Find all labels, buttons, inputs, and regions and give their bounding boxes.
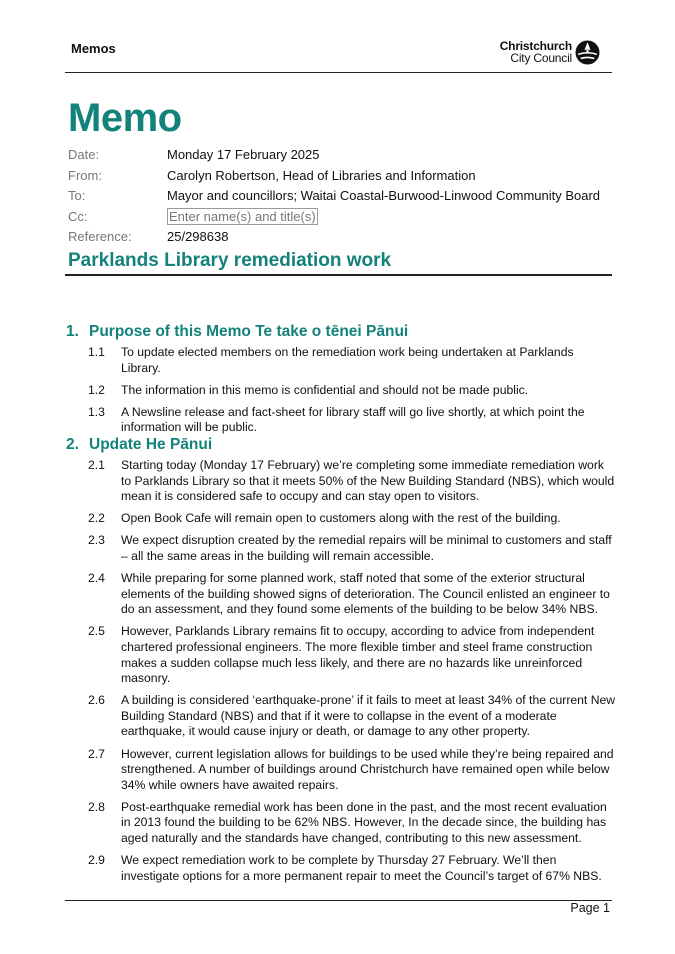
paragraph (66, 345, 616, 376)
council-emblem-icon (575, 40, 600, 65)
header-label: Memos (71, 41, 116, 56)
paragraph-text: The information in this memo is confidential and should not be made public. (121, 382, 529, 397)
memo-subject: Parklands Library remediation work (68, 250, 392, 271)
to-value: Mayor and councillors; Waitai Coastal-Burwood-Linwood Community Board (167, 188, 601, 203)
paragraph-number: 2.1 (88, 458, 105, 472)
section-purpose (66, 321, 616, 442)
section-update (66, 434, 616, 891)
paragraph (66, 624, 616, 686)
paragraph-number: 2.8 (88, 799, 105, 814)
paragraph-text: However, Parklands Library remains fit to occupy, according to advice from independent chartered professional engineers. The more flexible timber and steel frame construction makes a sudden collapse much less likely, and there are no hazards like unreinforced masonry. (121, 624, 595, 686)
paragraph (66, 533, 616, 564)
paragraph-text: To update elected members on the remediation work being undertaken at Parklands Library. (121, 345, 574, 375)
council-logo (498, 40, 602, 70)
paragraph-text: Starting today (Monday 17 February) we’re completing some immediate remediation work to Parklands Library so that it meets 50% of the New Building Standard (NBS), which would mean it is considered safe to occupy and can stay open to visitors. (121, 458, 615, 504)
paragraph-number: 1.3 (88, 404, 105, 419)
paragraph-number: 1.2 (88, 382, 105, 397)
paragraph-number: 2.4 (88, 571, 105, 586)
header-rule (65, 72, 612, 73)
paragraph-text: A Newsline release and fact-sheet for library staff will go live shortly, at which point the information will be public. (121, 404, 585, 435)
paragraph-number: 2.7 (88, 746, 105, 761)
to-label: To: (68, 188, 86, 203)
paragraph-text: A building is considered ‘earthquake-prone’ if it fails to meet at least 34% of the current New Building Standard (NBS) and that if it were to collapse in the event of a moderate earthquake, it would cause injury or death, or damage to any other property. (121, 693, 616, 739)
subject-rule (65, 274, 612, 276)
section-number: 2. (66, 436, 79, 453)
paragraph (66, 383, 616, 399)
date-value: Monday 17 February 2025 (167, 147, 320, 162)
paragraph-text: We expect disruption created by the remedial repairs will be minimal to customers and staff – all the same areas in the building will remain accessible. (121, 533, 612, 563)
paragraph-number: 2.5 (88, 624, 105, 639)
paragraph (66, 747, 616, 794)
logo-line-2: City Council (510, 51, 572, 65)
page-number: Page 1 (570, 901, 610, 915)
paragraph-number: 2.6 (88, 693, 105, 708)
paragraph-text: We expect remediation work to be complete by Thursday 27 February. We’ll then investigate options for a more permanent repair to meet the Council’s target of 67% NBS. (121, 853, 602, 883)
paragraph-number: 1.1 (88, 345, 105, 359)
section-title: Update He Pānui (89, 436, 213, 453)
cc-label: Cc: (68, 208, 88, 224)
section-heading (66, 321, 616, 345)
paragraph-number: 2.2 (88, 511, 105, 526)
section-title: Purpose of this Memo Te take o tēnei Pānui (89, 323, 409, 340)
paragraph (66, 571, 616, 618)
paragraph (66, 458, 616, 505)
paragraph-text: Post-earthquake remedial work has been done in the past, and the most recent evaluation in 2013 found the building to be 62% NBS. However, In the decade since, the building has aged naturally and the standards have changed, contributing to this new assessment. (121, 799, 607, 845)
date-label: Date: (68, 147, 100, 162)
paragraph (66, 853, 616, 884)
paragraph-number: 2.3 (88, 533, 105, 548)
paragraph-text: However, current legislation allows for buildings to be used while they’re being repaired and strengthened. A number of buildings around Christchurch have remained open while below 34% while owners have awaited repairs. (121, 746, 614, 792)
paragraph-number: 2.9 (88, 853, 105, 868)
section-number: 1. (66, 323, 79, 340)
reference-label: Reference: (68, 229, 132, 244)
footer-rule (65, 900, 612, 901)
reference-value: 25/298638 (167, 229, 229, 244)
cc-input[interactable]: Enter name(s) and title(s) (169, 208, 316, 224)
paragraph (66, 693, 616, 740)
paragraph (66, 405, 616, 436)
paragraph-text: While preparing for some planned work, staff noted that some of the exterior structural elements of the building showed signs of deterioration. The Council enlisted an engineer to do an assessment, and they found some elements of the building to be below 34% NBS. (121, 571, 610, 617)
paragraph (66, 800, 616, 847)
paragraph-text: Open Book Cafe will remain open to customers along with the rest of the building. (121, 511, 561, 526)
paragraph (66, 511, 616, 527)
logo-line-1: Christchurch (499, 39, 572, 53)
from-label: From: (68, 167, 102, 183)
page-title: Memo (68, 96, 182, 140)
from-value: Carolyn Robertson, Head of Libraries and Information (167, 167, 476, 183)
section-heading (66, 434, 616, 458)
